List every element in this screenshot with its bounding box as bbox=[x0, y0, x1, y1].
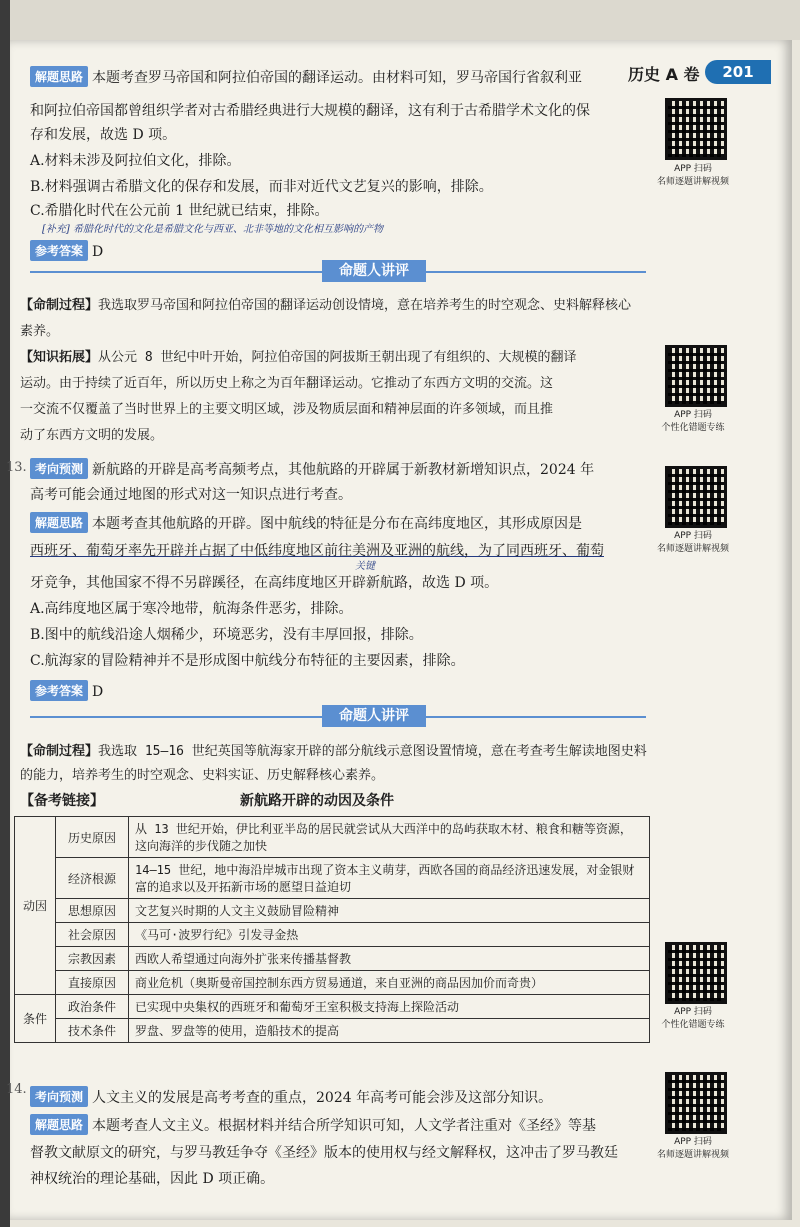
row-name: 历史原因 bbox=[56, 817, 129, 858]
row-name: 经济根源 bbox=[56, 858, 129, 899]
q13-commentary-banner: 命题人讲评 bbox=[322, 705, 426, 727]
q12-answer: 参考答案 D bbox=[30, 240, 103, 261]
q12-analysis-line-0: 解题思路 本题考查罗马帝国和阿拉伯帝国的翻译运动。由材料可知，罗马帝国行省叙利亚 bbox=[30, 66, 582, 87]
page-number: 201 bbox=[705, 60, 771, 84]
q13-number: 13. bbox=[6, 460, 27, 475]
group-motive: 动因 bbox=[15, 817, 56, 995]
qr-code-icon[interactable] bbox=[665, 1072, 727, 1134]
row-text: 从 13 世纪开始，伊比利亚半岛的居民就尝试从大西洋中的岛屿获取木材、粮食和糖等资源，这向海洋的步伐随之加快 bbox=[129, 817, 650, 858]
q13-option-c: C.航海家的冒险精神并不是形成图中航线分布特征的主要因素，排除。 bbox=[30, 653, 465, 669]
row-text: 罗盘、罗盘等的使用，造船技术的提高 bbox=[129, 1019, 650, 1043]
q13-answer-tag: 参考答案 bbox=[30, 680, 88, 701]
q13-table-title: 新航路开辟的动因及条件 bbox=[240, 793, 394, 809]
q12-extension-line-2: 一交流不仅覆盖了当时世界上的主要文明区域，涉及物质层面和精神层面的许多领域，而且推 bbox=[20, 402, 554, 417]
banner-rule-left-2 bbox=[30, 716, 322, 718]
q12-process-line-1: 素养。 bbox=[20, 324, 60, 339]
q12-option-a: A.材料未涉及阿拉伯文化，排除。 bbox=[30, 153, 241, 169]
q13-option-a: A.高纬度地区属于寒冷地带，航海条件恶劣，排除。 bbox=[30, 601, 353, 617]
banner-rule-right-2 bbox=[426, 716, 646, 718]
q14-analysis-line-2: 神权统治的理论基础，因此 D 项正确。 bbox=[30, 1171, 275, 1187]
q12-option-b: B.材料强调古希腊文化的保存和发展，而非对近代文艺复兴的影响，排除。 bbox=[30, 179, 493, 195]
q14-analysis-line-1: 督教文献原文的研究，与罗马教廷争夺《圣经》版本的使用权与经文解释权，这冲击了罗马教廷 bbox=[30, 1145, 618, 1161]
header-title: 历史 A 卷 bbox=[628, 65, 700, 84]
q12-answer-tag: 参考答案 bbox=[30, 240, 88, 261]
table-row bbox=[15, 1019, 650, 1043]
q13-process: 【命制过程】我选取 15—16 世纪英国等航海家开辟的部分航线示意图设置情境，意在考查考生解读地图史料 bbox=[20, 744, 647, 759]
q14-analysis-tag: 解题思路 bbox=[30, 1114, 88, 1135]
row-name: 政治条件 bbox=[56, 995, 129, 1019]
binding-gutter bbox=[0, 0, 10, 1227]
q12-analysis-tag: 解题思路 bbox=[30, 66, 88, 87]
q13-forecast-line-1: 高考可能会通过地图的形式对这一知识点进行考查。 bbox=[30, 487, 352, 503]
q12-handwritten-note: [补充] 希腊化时代的文化是希腊文化与西亚、北非等地的文化相互影响的产物 bbox=[42, 224, 383, 235]
row-name: 直接原因 bbox=[56, 971, 129, 995]
row-text: 商业危机（奥斯曼帝国控制东西方贸易通道，来自亚洲的商品因加价而奇贵） bbox=[129, 971, 650, 995]
top-band bbox=[10, 0, 800, 40]
row-text: 文艺复兴时期的人文主义鼓励冒险精神 bbox=[129, 899, 650, 923]
row-name: 技术条件 bbox=[56, 1019, 129, 1043]
q13-process-line-1: 的能力，培养考生的时空观念、史料实证、历史解释核心素养。 bbox=[20, 768, 385, 783]
table-row bbox=[15, 947, 650, 971]
qr-caption: APP 扫码 名师逐题讲解视频 bbox=[656, 164, 729, 187]
qr-caption: APP 扫码 名师逐题讲解视频 bbox=[656, 1137, 729, 1160]
q13-answer: 参考答案 D bbox=[30, 680, 103, 701]
qr-caption: APP 扫码 个性化错题专练 bbox=[661, 1007, 725, 1030]
q12-analysis-line-2: 存和发展，故选 D 项。 bbox=[30, 127, 177, 143]
q13-option-b: B.图中的航线沿途人烟稀少，环境恶劣，没有丰厚回报，排除。 bbox=[30, 627, 423, 643]
q14-number: 14. bbox=[6, 1082, 27, 1097]
row-text: 《马可·波罗行纪》引发寻金热 bbox=[129, 923, 650, 947]
row-text: 14—15 世纪，地中海沿岸城市出现了资本主义萌芽，西欧各国的商品经济迅速发展，对金银财富的追求以及开拓新市场的愿望日益迫切 bbox=[129, 858, 650, 899]
q12-extension-line-3: 动了东西方文明的发展。 bbox=[20, 428, 164, 443]
q12-option-c: C.希腊化时代在公元前 1 世纪就已结束，排除。 bbox=[30, 203, 329, 219]
banner-rule-right bbox=[426, 271, 646, 273]
q12-extension-line-1: 运动。由于持续了近百年，所以历史上称之为百年翻译运动。它推动了东西方文明的交流。这 bbox=[20, 376, 554, 391]
table-row bbox=[15, 899, 650, 923]
qr-code-icon[interactable] bbox=[665, 942, 727, 1004]
qr-caption: APP 扫码 个性化错题专练 bbox=[661, 410, 725, 433]
qr-code-icon[interactable] bbox=[665, 466, 727, 528]
q14-forecast: 考向预测 人文主义的发展是高考考查的重点，2024 年高考可能会涉及这部分知识。 bbox=[30, 1086, 552, 1107]
q14-analysis-line-0: 解题思路 本题考查人文主义。根据材料并结合所学知识可知，人文学者注重对《圣经》等基 bbox=[30, 1114, 596, 1135]
table-row bbox=[15, 817, 650, 858]
row-text: 已实现中央集权的西班牙和葡萄牙王室积极支持海上探险活动 bbox=[129, 995, 650, 1019]
table-row bbox=[15, 995, 650, 1019]
qr-code-icon[interactable] bbox=[665, 98, 727, 160]
qr-code-icon[interactable] bbox=[665, 345, 727, 407]
q13-forecast-tag: 考向预测 bbox=[30, 458, 88, 479]
row-text: 西欧人希望通过向海外扩张来传播基督教 bbox=[129, 947, 650, 971]
table-row bbox=[15, 858, 650, 899]
q12-extension: 【知识拓展】从公元 8 世纪中叶开始，阿拉伯帝国的阿拔斯王朝出现了有组织的、大规模的翻译 bbox=[20, 350, 577, 365]
qr-caption: APP 扫码 名师逐题讲解视频 bbox=[656, 531, 729, 554]
banner-rule-left bbox=[30, 271, 322, 273]
group-condition: 条件 bbox=[15, 995, 56, 1043]
row-name: 思想原因 bbox=[56, 899, 129, 923]
q12-process: 【命制过程】我选取罗马帝国和阿拉伯帝国的翻译运动创设情境，意在培养考生的时空观念、史料解释核心 bbox=[20, 298, 632, 313]
row-name: 社会原因 bbox=[56, 923, 129, 947]
q13-key-note: 关键 bbox=[355, 561, 375, 572]
q13-analysis-line-2: 牙竞争，其他国家不得不另辟蹊径，在高纬度地区开辟新航路，故选 D 项。 bbox=[30, 575, 499, 591]
q12-commentary-banner: 命题人讲评 bbox=[322, 260, 426, 282]
q13-analysis-line-1: 西班牙、葡萄牙率先开辟并占据了中低纬度地区前往美洲及亚洲的航线，为了同西班牙、葡萄 bbox=[30, 543, 604, 559]
q14-forecast-tag: 考向预测 bbox=[30, 1086, 88, 1107]
motives-table bbox=[14, 816, 650, 1043]
q13-link-label: 【备考链接】 bbox=[20, 793, 104, 809]
q13-analysis-line-0: 解题思路 本题考查其他航路的开辟。图中航线的特征是分布在高纬度地区，其形成原因是 bbox=[30, 512, 582, 533]
q12-analysis-line-1: 和阿拉伯帝国都曾组织学者对古希腊经典进行大规模的翻译，这有利于古希腊学术文化的保 bbox=[30, 103, 590, 119]
q13-forecast-line-0: 考向预测 新航路的开辟是高考高频考点，其他航路的开辟属于新教材新增知识点，2024 年 bbox=[30, 458, 594, 479]
q13-analysis-tag: 解题思路 bbox=[30, 512, 88, 533]
table-row bbox=[15, 923, 650, 947]
row-name: 宗教因素 bbox=[56, 947, 129, 971]
table-row bbox=[15, 971, 650, 995]
